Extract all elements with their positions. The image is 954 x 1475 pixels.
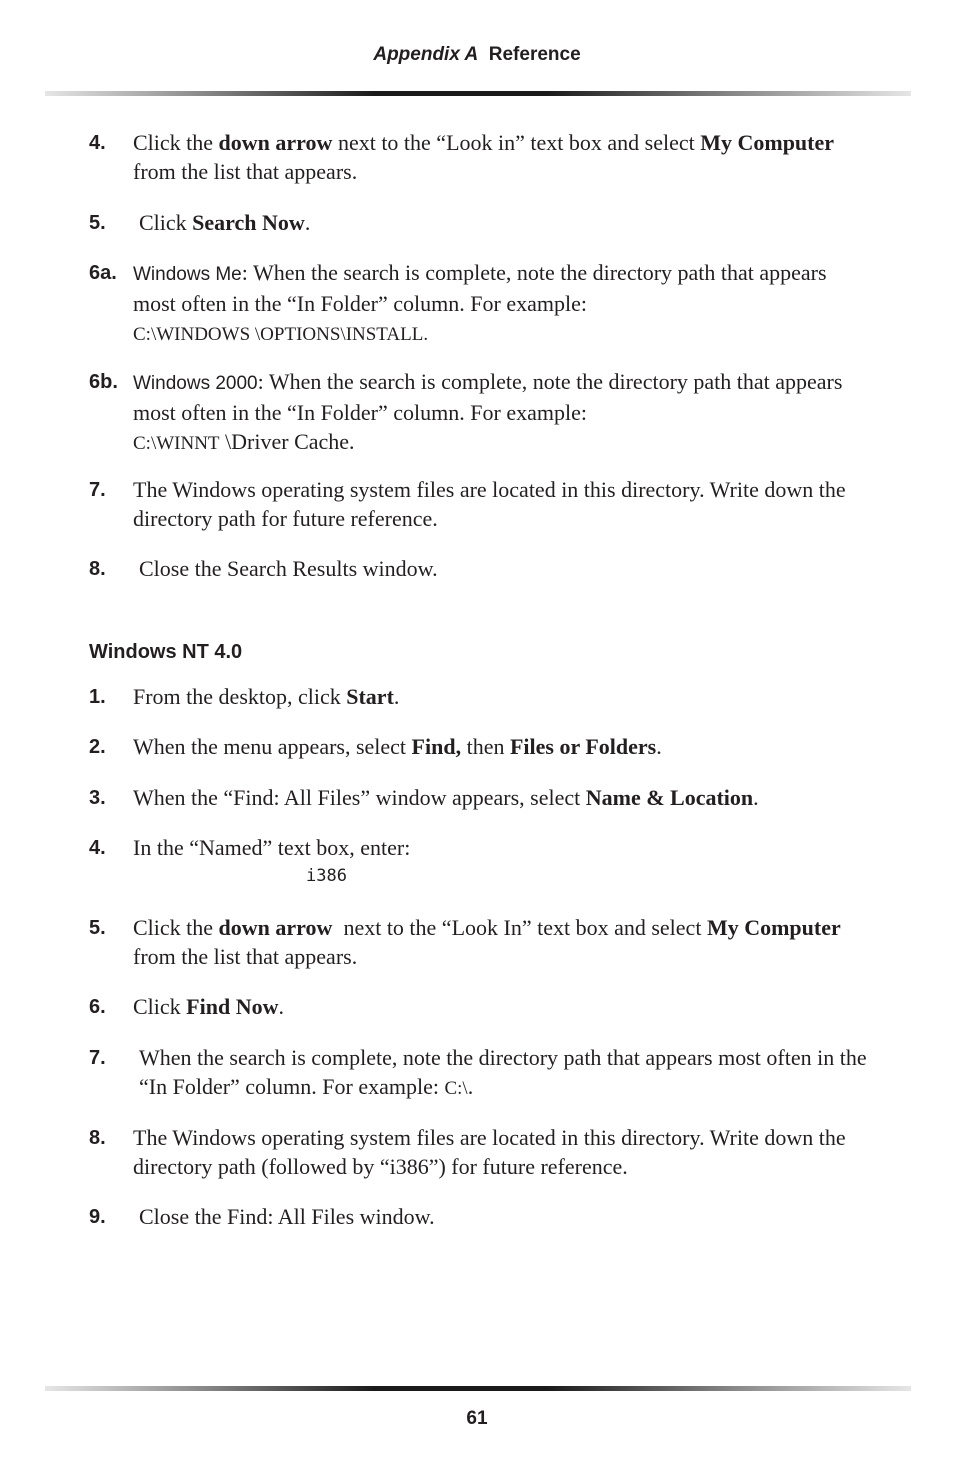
step-number: 1. — [89, 686, 106, 708]
step-text: The Windows operating system files are located in this directory. Write down the directory path (followed by “i386”) for future reference. — [133, 1125, 846, 1179]
step-number: 4. — [89, 132, 106, 154]
step-a-7 — [89, 475, 869, 533]
step-text: Windows 2000: When the search is complete, note the directory path that appears most often in the “In Folder” column. For example: C:\WINNT \Driver Cache. — [133, 369, 843, 454]
step-number: 5. — [89, 917, 106, 939]
section-heading: Windows NT 4.0 — [89, 641, 243, 663]
step-text: Click the down arrow next to the “Look In” text box and select My Computer from the list that appears. — [133, 915, 841, 969]
step-text: From the desktop, click Start. — [133, 684, 400, 709]
example-path: C:\WINDOWS \OPTIONS\INSTALL. — [133, 324, 429, 345]
step-text: Click Find Now. — [133, 994, 284, 1019]
step-number: 6. — [89, 996, 106, 1018]
header-appendix: Appendix A — [373, 44, 479, 65]
step-b-6 — [89, 992, 869, 1021]
step-b-1 — [89, 682, 869, 711]
step-number: 7. — [89, 479, 106, 501]
step-number: 5. — [89, 212, 106, 234]
step-text: The Windows operating system files are located in this directory. Write down the directory path for future reference. — [133, 477, 846, 531]
step-number: 6a. — [89, 262, 117, 284]
step-text: When the menu appears, select Find, then Files or Folders. — [133, 734, 662, 759]
step-a-8 — [89, 554, 869, 583]
step-a-6a — [89, 258, 869, 349]
example-path: C:\ — [444, 1078, 468, 1099]
step-number: 4. — [89, 837, 106, 859]
step-text: In the “Named” text box, enter: — [133, 835, 411, 860]
step-a-4 — [89, 128, 869, 186]
step-number: 2. — [89, 736, 106, 758]
footer-rule — [45, 1386, 911, 1391]
step-a-6b — [89, 367, 869, 458]
step-text: Close the Search Results window. — [139, 556, 438, 581]
running-header — [0, 44, 954, 66]
os-name: Windows Me — [133, 264, 242, 285]
step-text: When the search is complete, note the directory path that appears most often in the “In Folder” column. For example: C:\. — [139, 1045, 867, 1099]
step-b-5 — [89, 913, 869, 971]
step-number: 9. — [89, 1206, 106, 1228]
step-number: 6b. — [89, 371, 118, 393]
code-snippet: i386 — [306, 866, 347, 886]
step-text: Windows Me: When the search is complete, note the directory path that appears most often in the “In Folder” column. For example: C:\WINDOWS \OPTIONS\INSTALL. — [133, 260, 827, 345]
step-text: Click Search Now. — [139, 210, 311, 235]
step-b-3 — [89, 783, 869, 812]
step-b-4 — [89, 833, 869, 862]
step-text: When the “Find: All Files” window appears, select Name & Location. — [133, 785, 759, 810]
step-b-8 — [89, 1123, 869, 1181]
step-number: 3. — [89, 787, 106, 809]
header-section: Reference — [488, 44, 581, 65]
os-name: Windows 2000 — [133, 373, 258, 394]
step-b-9 — [89, 1202, 869, 1231]
step-number: 8. — [89, 558, 106, 580]
step-number: 7. — [89, 1047, 106, 1069]
header-rule — [45, 91, 911, 96]
step-b-7 — [89, 1043, 869, 1103]
step-b-2 — [89, 732, 869, 761]
step-number: 8. — [89, 1127, 106, 1149]
example-path: C:\WINNT — [133, 433, 220, 454]
page-number: 61 — [466, 1408, 488, 1429]
step-text: Close the Find: All Files window. — [139, 1204, 435, 1229]
step-text: Click the down arrow next to the “Look in” text box and select My Computer from the list that appears. — [133, 130, 835, 184]
step-a-5 — [89, 208, 869, 237]
